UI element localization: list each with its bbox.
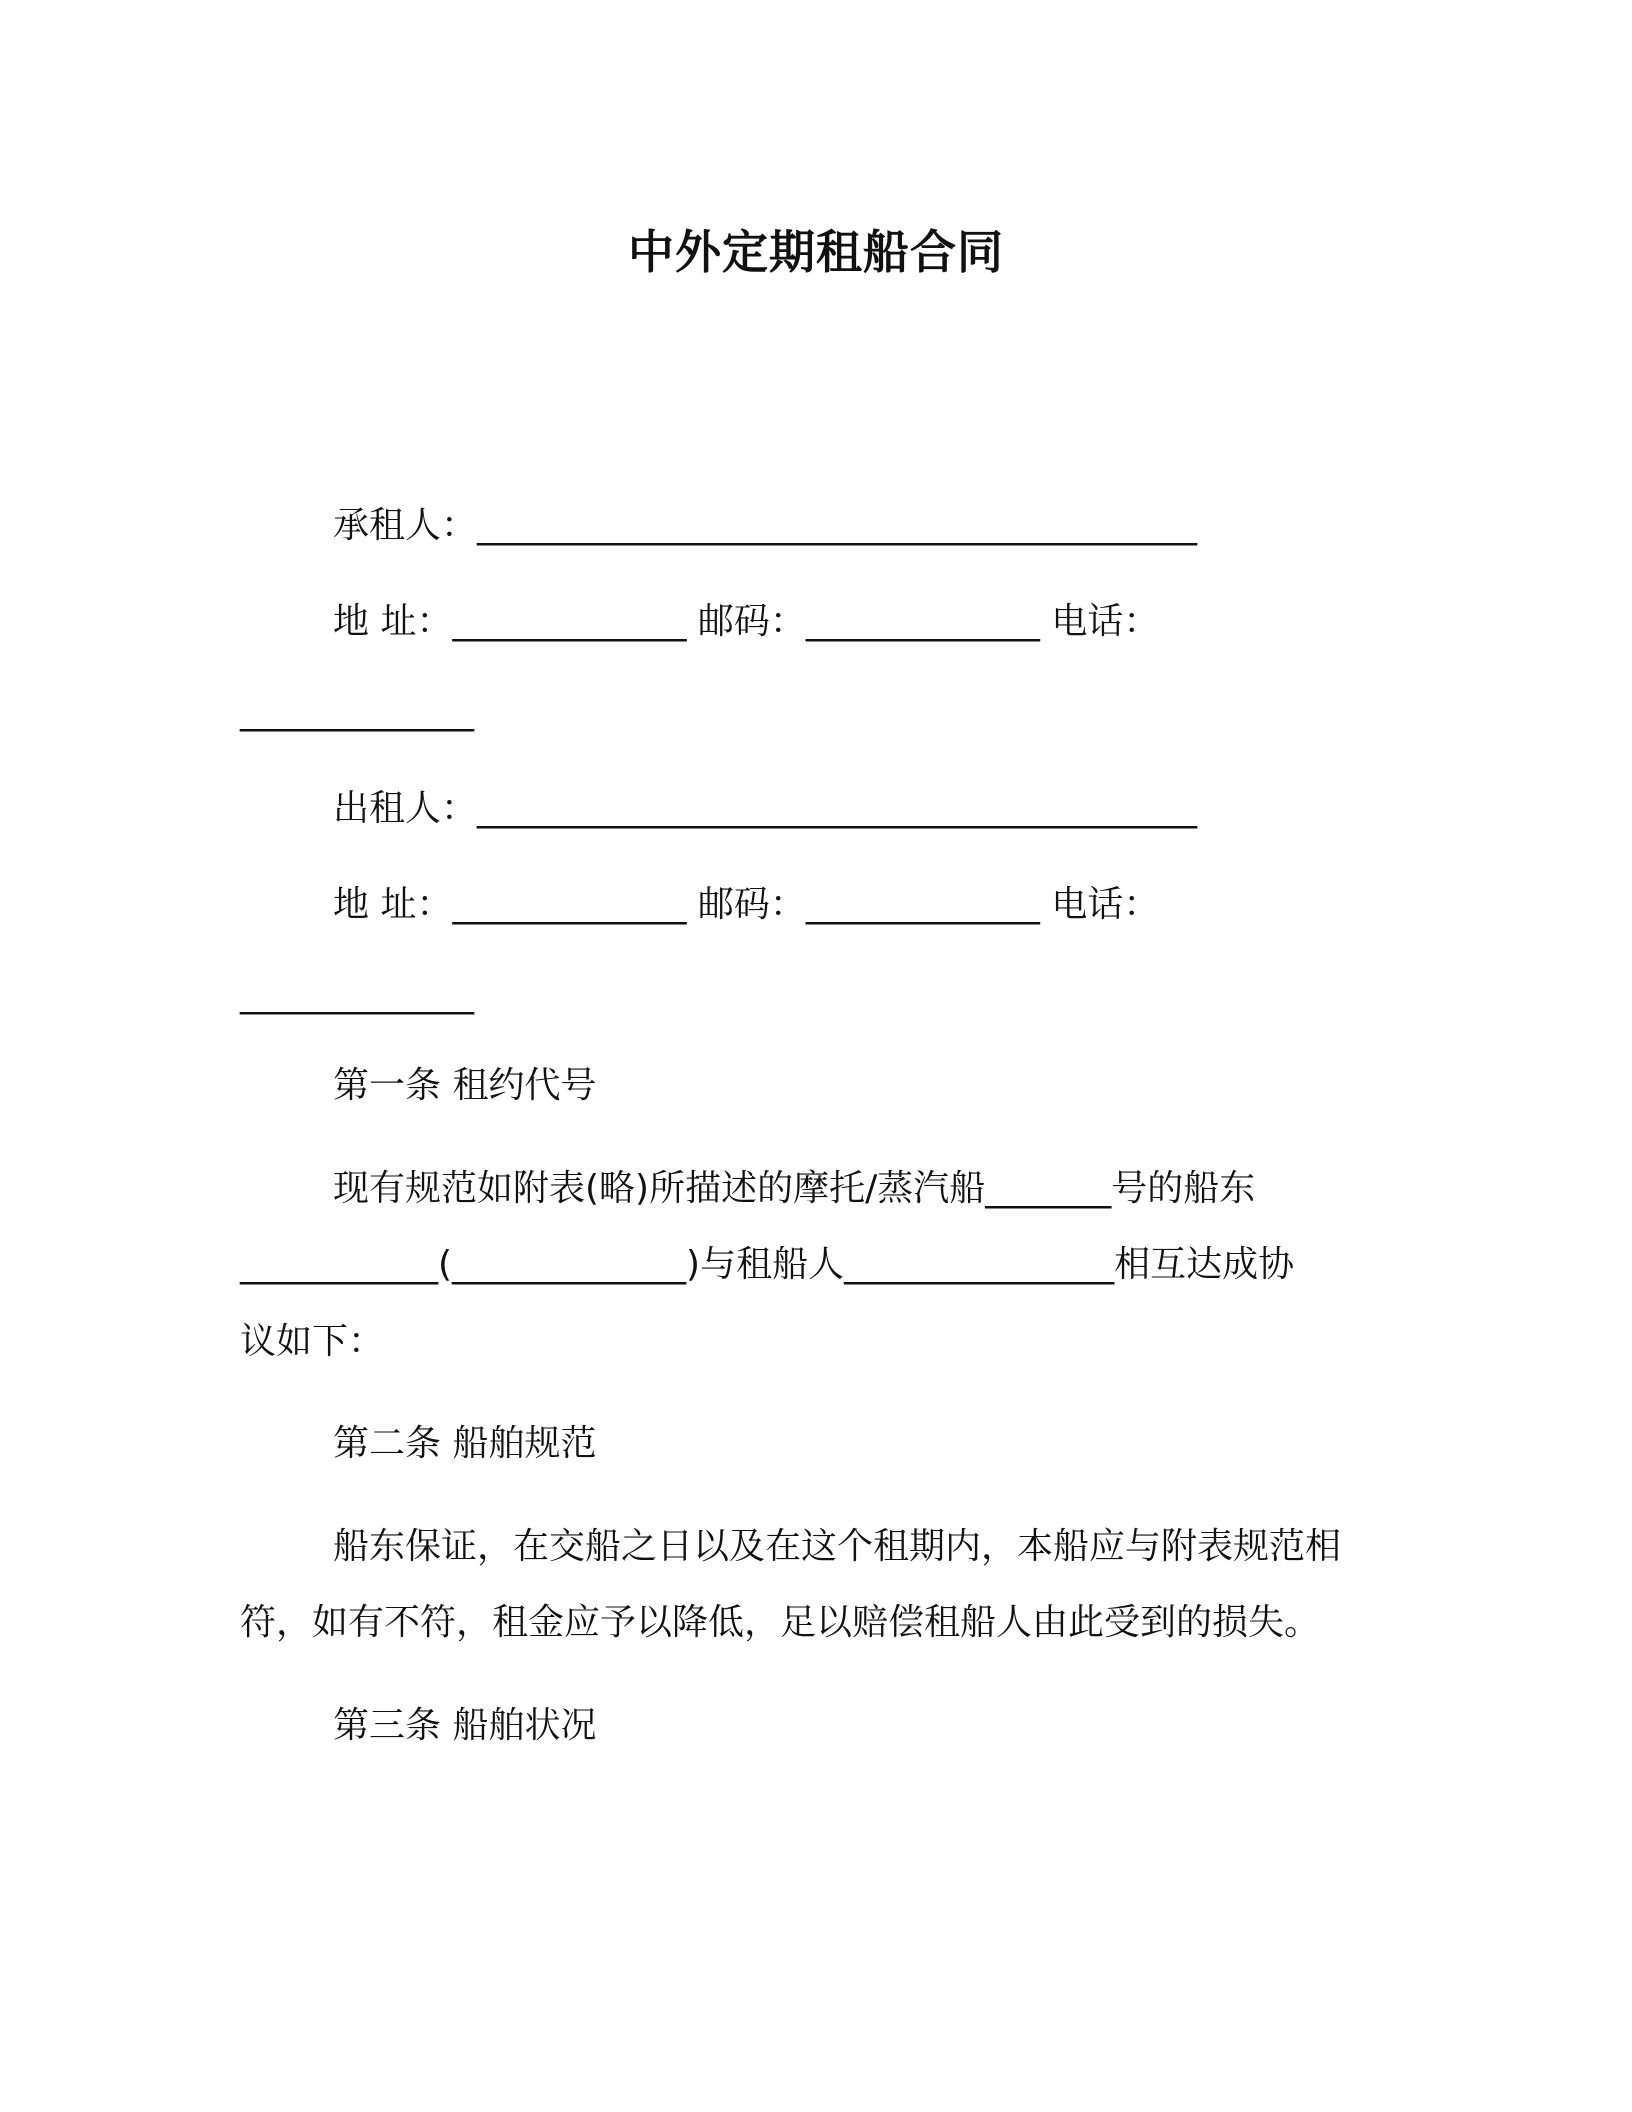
article-2-text-line-1: 船东保证，在交船之日以及在这个租期内，本船应与附表规范相	[333, 1526, 1342, 1567]
lessor-line: 出租人：________________________________________	[333, 788, 1198, 829]
lessor-phone-blank: _____________	[240, 974, 474, 1015]
article-1-text-line-1: 现有规范如附表(略)所描述的摩托/蒸汽船_______号的船东	[333, 1168, 1256, 1209]
article-1-text-line-3: 议如下：	[240, 1321, 385, 1362]
lessee-phone-blank: _____________	[240, 691, 474, 732]
lessor-address-line: 地 址：_____________ 邮码：_____________ 电话：	[333, 884, 1160, 925]
article-2-text-line-2: 符，如有不符，租金应予以降低，足以赔偿租船人由此受到的损失。	[240, 1602, 1321, 1643]
article-1-text-line-2: ___________(_____________)与租船人_______________相互达成协	[240, 1244, 1295, 1285]
article-1-heading: 第一条 租约代号	[333, 1065, 597, 1106]
article-2-heading: 第二条 船舶规范	[333, 1423, 597, 1464]
lessee-line: 承租人：________________________________________	[333, 505, 1198, 546]
document-title: 中外定期租船合同	[628, 225, 1004, 279]
article-3-heading: 第三条 船舶状况	[333, 1705, 597, 1746]
lessee-address-line: 地 址：_____________ 邮码：_____________ 电话：	[333, 601, 1160, 642]
